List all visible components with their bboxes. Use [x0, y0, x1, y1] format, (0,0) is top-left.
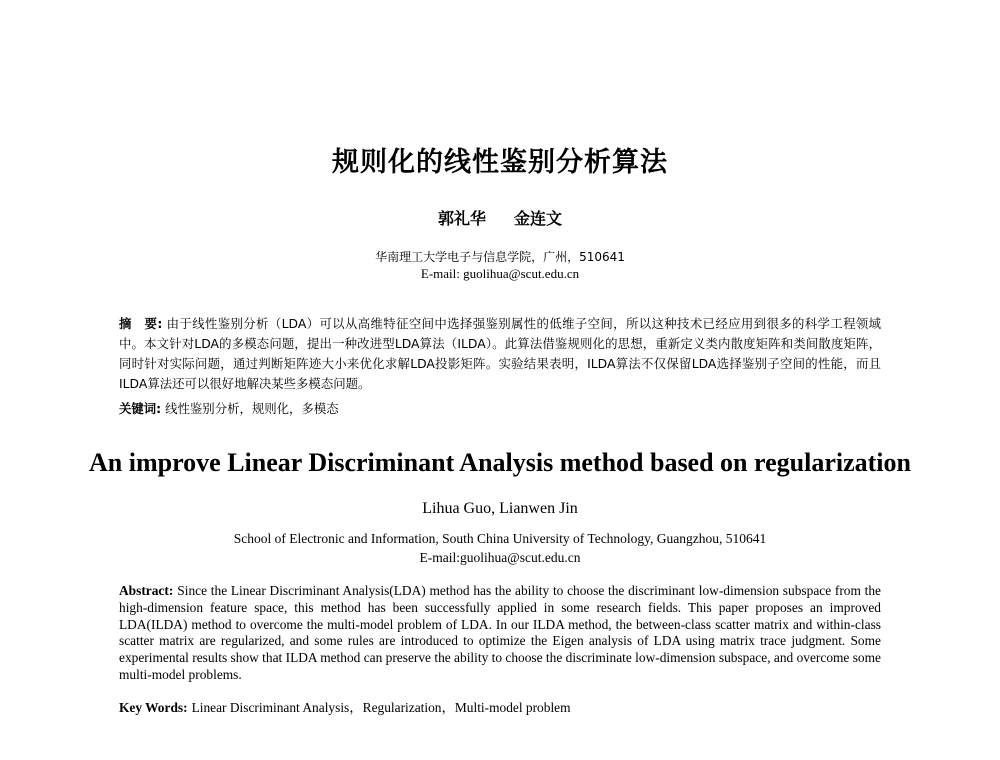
english-email: E-mail:guolihua@scut.edu.cn — [419, 550, 581, 565]
chinese-email: E-mail: guolihua@scut.edu.cn — [420, 266, 580, 281]
chinese-abstract-text: 由于线性鉴别分析（LDA）可以从高维特征空间中选择强鉴别属性的低维子空间，所以这种技术已经应用到很多的科学工程领域中。本文针对LDA的多模态问题，提出一种改进型LDA算法（ILDA）。此算法借鉴规则化的思想，重新定义类内散度矩阵和类间散度矩阵，同时针对实际问题，通过判断矩阵迹大小来优化求解LDA投影矩阵。实验结果表明，ILDA算法不仅保留LDA选择鉴别子空间的性能，而且ILDA算法还可以很好地解决某些多模态问题。 — [119, 316, 881, 391]
english-abstract-text: Since the Linear Discriminant Analysis(LDA) method has the ability to choose the discriminant low-dimension subspace from the high-dimension feature space, this method has been successfully applied in some research fields. This paper proposes an improved LDA(ILDA) method to overcome the multi-model problem of LDA. In our ILDA method, the between-class scatter matrix and within-class scatter matrix are regularized, and some rules are introduced to optimize the Eigen analysis of LDA using matrix trace judgment. Some experimental results show that ILDA method can preserve the ability to choose the discriminate low-dimension subspace, and overcome some multi-model problems. — [119, 583, 881, 682]
chinese-authors — [0, 206, 1000, 229]
chinese-affiliation: 华南理工大学电子与信息学院，广州，510641 — [375, 250, 625, 264]
chinese-keywords-label: 关键词: — [119, 401, 162, 416]
chinese-abstract — [119, 314, 881, 394]
chinese-keywords — [119, 399, 881, 417]
english-title: An improve Linear Discriminant Analysis method based on regularization — [89, 448, 911, 477]
chinese-author-2: 金连文 — [514, 209, 563, 228]
chinese-title: 规则化的线性鉴别分析算法 — [332, 147, 668, 178]
english-keywords-text: Linear Discriminant Analysis，Regularization，Multi-model problem — [191, 700, 571, 715]
chinese-abstract-label: 摘 要: — [119, 316, 163, 331]
chinese-author-1: 郭礼华 — [437, 209, 486, 228]
english-affiliation: School of Electronic and Information, South China University of Technology, Guangzhou, 510641 — [233, 531, 767, 546]
english-keywords — [119, 697, 881, 716]
english-abstract — [119, 583, 881, 684]
english-abstract-label: Abstract: — [119, 583, 174, 598]
chinese-keywords-text: 线性鉴别分析，规则化，多模态 — [165, 401, 339, 416]
english-keywords-label: Key Words: — [119, 700, 188, 715]
english-authors: Lihua Guo, Lianwen Jin — [422, 500, 578, 517]
